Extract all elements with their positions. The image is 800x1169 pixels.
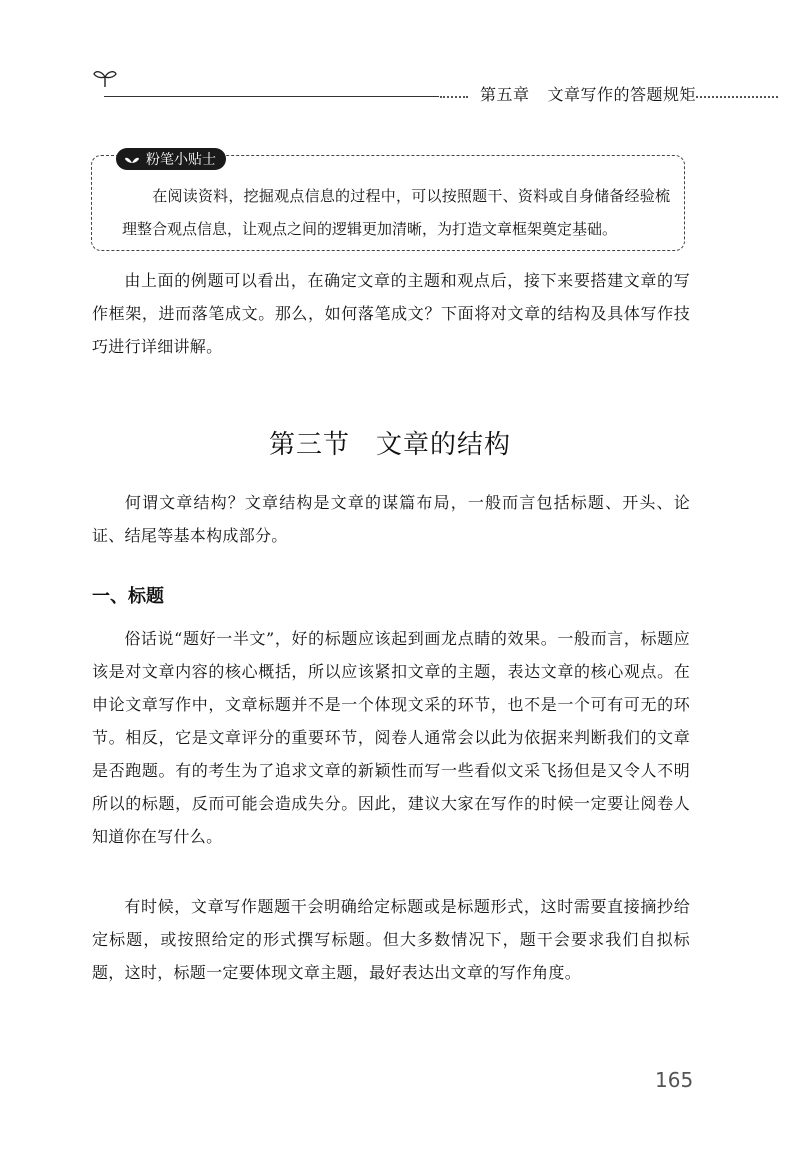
header-rule xyxy=(104,96,439,97)
section-name: 文章的结构 xyxy=(376,430,512,460)
section-title xyxy=(0,424,780,461)
leaf-icon xyxy=(124,153,140,165)
subsection-heading: 一、标题 xyxy=(92,586,164,607)
sprout-icon xyxy=(92,68,118,88)
body-paragraph-text: 有时候，文章写作题题干会明确给定标题或是标题形式，这时需要直接摘抄给定标题，或按照给定的形式撰写标题。但大多数情况下，题干会要求我们自拟标题，这时，标题一定要体现文章主题，最好表达出文章的写作角度。 xyxy=(92,897,690,982)
section-intro-text: 何谓文章结构？文章结构是文章的谋篇布局，一般而言包括标题、开头、论证、结尾等基本构成部分。 xyxy=(92,493,690,545)
section-number: 第三节 xyxy=(268,430,350,460)
intro-paragraph-text: 由上面的例题可以看出，在确定文章的主题和观点后，接下来要搭建文章的写作框架，进而落笔成文。那么，如何落笔成文？下面将对文章的结构及具体写作技巧进行详细讲解。 xyxy=(92,271,690,356)
body-paragraph xyxy=(92,890,690,989)
tip-badge xyxy=(116,148,226,170)
header-dotted-rule-right xyxy=(696,96,778,98)
body-paragraph xyxy=(92,622,690,853)
tip-badge-label: 粉笔小贴士 xyxy=(146,152,216,168)
tip-body: 在阅读资料，挖掘观点信息的过程中，可以按照题干、资料或自身储备经验梳理整合观点信息，让观点之间的逻辑更加清晰，为打造文章框架奠定基础。 xyxy=(122,187,670,238)
header-dotted-rule xyxy=(440,96,468,98)
running-header xyxy=(480,82,696,105)
tip-text xyxy=(122,180,670,246)
chapter-number: 第五章 xyxy=(480,85,530,104)
intro-paragraph xyxy=(92,264,690,363)
page-number: 165 xyxy=(655,1068,694,1092)
section-intro-paragraph xyxy=(92,486,690,552)
chapter-title: 文章写作的答题规矩 xyxy=(547,85,697,104)
body-paragraph-text: 俗话说“题好一半文”，好的标题应该起到画龙点睛的效果。一般而言，标题应该是对文章内容的核心概括，所以应该紧扣文章的主题，表达文章的核心观点。在申论文章写作中，文章标题并不是一个体现文采的环节，也不是一个可有可无的环节。相反，它是文章评分的重要环节，阅卷人通常会以此为依据来判断我们的文章是否跑题。有的考生为了追求文章的新颖性而写一些看似文采飞扬但是又令人不明所以的标题，反而可能会造成失分。因此，建议大家在写作的时候一定要让阅卷人知道你在写什么。 xyxy=(92,629,690,846)
